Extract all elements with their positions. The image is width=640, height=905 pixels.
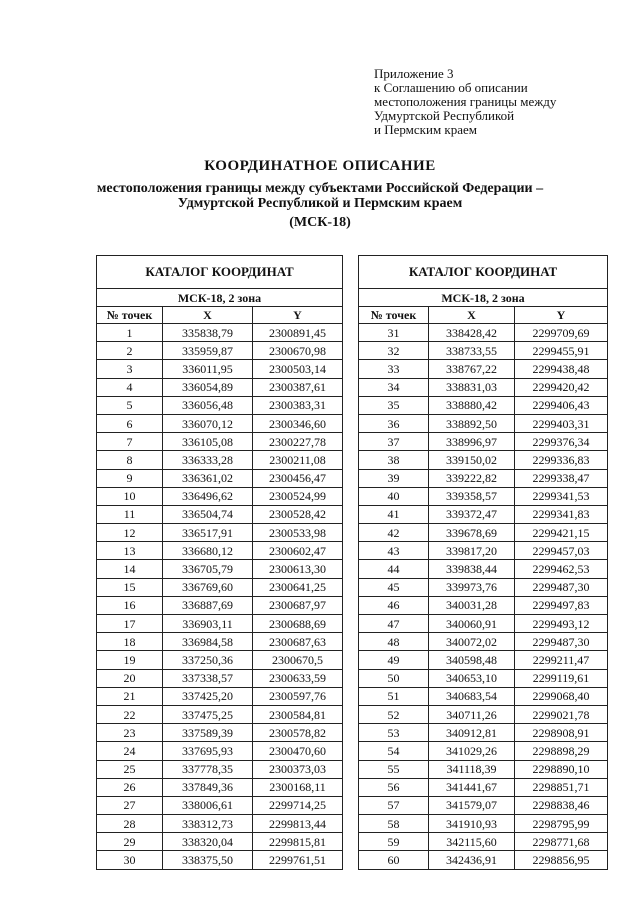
point-number-cell: 57 xyxy=(359,796,429,814)
y-coordinate-cell: 2299376,34 xyxy=(515,433,608,451)
point-number-cell: 30 xyxy=(97,851,163,869)
table-row xyxy=(359,342,608,360)
table-row xyxy=(97,833,343,851)
x-coordinate-cell: 337778,35 xyxy=(163,760,253,778)
y-coordinate-cell: 2299421,15 xyxy=(515,524,608,542)
y-coordinate-cell: 2300597,76 xyxy=(253,687,343,705)
y-coordinate-cell: 2300211,08 xyxy=(253,451,343,469)
y-coordinate-cell: 2299021,78 xyxy=(515,705,608,723)
y-coordinate-cell: 2300373,03 xyxy=(253,760,343,778)
table-row xyxy=(359,578,608,596)
coordinates-table-right xyxy=(358,255,608,870)
title-system: (МСК-18) xyxy=(289,215,351,230)
table-row xyxy=(359,651,608,669)
column-header-y: Y xyxy=(253,307,343,324)
x-coordinate-cell: 336361,02 xyxy=(163,469,253,487)
table-row xyxy=(359,542,608,560)
point-number-cell: 8 xyxy=(97,451,163,469)
point-number-cell: 20 xyxy=(97,669,163,687)
coordinates-table-left xyxy=(96,255,343,870)
x-coordinate-cell: 336984,58 xyxy=(163,633,253,651)
y-coordinate-cell: 2300602,47 xyxy=(253,542,343,560)
y-coordinate-cell: 2300503,14 xyxy=(253,360,343,378)
x-coordinate-cell: 339150,02 xyxy=(429,451,515,469)
point-number-cell: 51 xyxy=(359,687,429,705)
x-coordinate-cell: 336496,62 xyxy=(163,487,253,505)
x-coordinate-cell: 338320,04 xyxy=(163,833,253,851)
y-coordinate-cell: 2298908,91 xyxy=(515,724,608,742)
y-coordinate-cell: 2299487,30 xyxy=(515,578,608,596)
y-coordinate-cell: 2299406,43 xyxy=(515,396,608,414)
point-number-cell: 37 xyxy=(359,433,429,451)
point-number-cell: 22 xyxy=(97,705,163,723)
point-number-cell: 4 xyxy=(97,378,163,396)
table-row xyxy=(359,414,608,432)
y-coordinate-cell: 2298771,68 xyxy=(515,833,608,851)
y-coordinate-cell: 2299403,31 xyxy=(515,414,608,432)
y-coordinate-cell: 2299714,25 xyxy=(253,796,343,814)
point-number-cell: 38 xyxy=(359,451,429,469)
point-number-cell: 19 xyxy=(97,651,163,669)
x-coordinate-cell: 339372,47 xyxy=(429,505,515,523)
table-row xyxy=(97,524,343,542)
table-row xyxy=(97,724,343,742)
y-coordinate-cell: 2299455,91 xyxy=(515,342,608,360)
table-row xyxy=(97,360,343,378)
y-coordinate-cell: 2298795,99 xyxy=(515,815,608,833)
x-coordinate-cell: 341441,67 xyxy=(429,778,515,796)
x-coordinate-cell: 337695,93 xyxy=(163,742,253,760)
point-number-cell: 10 xyxy=(97,487,163,505)
y-coordinate-cell: 2299493,12 xyxy=(515,615,608,633)
x-coordinate-cell: 339222,82 xyxy=(429,469,515,487)
point-number-cell: 35 xyxy=(359,396,429,414)
point-number-cell: 45 xyxy=(359,578,429,596)
table-row xyxy=(359,433,608,451)
table-row xyxy=(97,451,343,469)
table-row xyxy=(359,451,608,469)
point-number-cell: 34 xyxy=(359,378,429,396)
column-header-y: Y xyxy=(515,307,608,324)
y-coordinate-cell: 2300613,30 xyxy=(253,560,343,578)
annex-note xyxy=(374,67,624,137)
table-row xyxy=(97,651,343,669)
table-row xyxy=(97,469,343,487)
point-number-cell: 31 xyxy=(359,324,429,342)
y-coordinate-cell: 2300687,97 xyxy=(253,596,343,614)
point-number-cell: 36 xyxy=(359,414,429,432)
y-coordinate-cell: 2300227,78 xyxy=(253,433,343,451)
point-number-cell: 21 xyxy=(97,687,163,705)
table-row xyxy=(359,778,608,796)
table-row xyxy=(97,578,343,596)
table-row xyxy=(97,414,343,432)
title-main: КООРДИНАТНОЕ ОПИСАНИЕ xyxy=(204,158,436,174)
point-number-cell: 23 xyxy=(97,724,163,742)
x-coordinate-cell: 339817,20 xyxy=(429,542,515,560)
column-header-x: X xyxy=(429,307,515,324)
table-row xyxy=(97,396,343,414)
x-coordinate-cell: 336070,12 xyxy=(163,414,253,432)
y-coordinate-cell: 2298838,46 xyxy=(515,796,608,814)
x-coordinate-cell: 340060,91 xyxy=(429,615,515,633)
y-coordinate-cell: 2299420,42 xyxy=(515,378,608,396)
table-row xyxy=(359,560,608,578)
point-number-cell: 11 xyxy=(97,505,163,523)
x-coordinate-cell: 340653,10 xyxy=(429,669,515,687)
y-coordinate-cell: 2299761,51 xyxy=(253,851,343,869)
y-coordinate-cell: 2300688,69 xyxy=(253,615,343,633)
table-row xyxy=(97,760,343,778)
y-coordinate-cell: 2299462,53 xyxy=(515,560,608,578)
y-coordinate-cell: 2300528,42 xyxy=(253,505,343,523)
point-number-cell: 60 xyxy=(359,851,429,869)
point-number-cell: 26 xyxy=(97,778,163,796)
annex-line: и Пермским краем xyxy=(374,122,477,137)
table-body-right xyxy=(359,324,608,870)
table-row xyxy=(359,505,608,523)
y-coordinate-cell: 2299341,53 xyxy=(515,487,608,505)
x-coordinate-cell: 340031,28 xyxy=(429,596,515,614)
y-coordinate-cell: 2299336,83 xyxy=(515,451,608,469)
table-row xyxy=(97,815,343,833)
x-coordinate-cell: 338733,55 xyxy=(429,342,515,360)
table-row xyxy=(359,705,608,723)
y-coordinate-cell: 2300633,59 xyxy=(253,669,343,687)
x-coordinate-cell: 338767,22 xyxy=(429,360,515,378)
point-number-cell: 2 xyxy=(97,342,163,360)
table-row xyxy=(97,687,343,705)
point-number-cell: 16 xyxy=(97,596,163,614)
annex-line: Удмуртской Республикой xyxy=(374,108,515,123)
table-row xyxy=(359,633,608,651)
table-row xyxy=(359,615,608,633)
table-row xyxy=(97,505,343,523)
y-coordinate-cell: 2300346,60 xyxy=(253,414,343,432)
table-row xyxy=(97,705,343,723)
x-coordinate-cell: 337849,36 xyxy=(163,778,253,796)
x-coordinate-cell: 336680,12 xyxy=(163,542,253,560)
point-number-cell: 24 xyxy=(97,742,163,760)
table-row xyxy=(359,596,608,614)
point-number-cell: 15 xyxy=(97,578,163,596)
point-number-cell: 3 xyxy=(97,360,163,378)
x-coordinate-cell: 338375,50 xyxy=(163,851,253,869)
table-row xyxy=(359,378,608,396)
x-coordinate-cell: 342436,91 xyxy=(429,851,515,869)
y-coordinate-cell: 2299709,69 xyxy=(515,324,608,342)
table-row xyxy=(359,360,608,378)
x-coordinate-cell: 336903,11 xyxy=(163,615,253,633)
table-row xyxy=(359,796,608,814)
point-number-cell: 7 xyxy=(97,433,163,451)
x-coordinate-cell: 337475,25 xyxy=(163,705,253,723)
x-coordinate-cell: 337425,20 xyxy=(163,687,253,705)
table-row xyxy=(359,724,608,742)
y-coordinate-cell: 2299119,61 xyxy=(515,669,608,687)
point-number-cell: 49 xyxy=(359,651,429,669)
point-number-cell: 50 xyxy=(359,669,429,687)
column-header-number: № точек xyxy=(97,307,163,324)
point-number-cell: 53 xyxy=(359,724,429,742)
y-coordinate-cell: 2300584,81 xyxy=(253,705,343,723)
x-coordinate-cell: 338831,03 xyxy=(429,378,515,396)
table-row xyxy=(97,324,343,342)
x-coordinate-cell: 339973,76 xyxy=(429,578,515,596)
table-row xyxy=(97,633,343,651)
table-row xyxy=(97,742,343,760)
table-row xyxy=(97,851,343,869)
y-coordinate-cell: 2300670,5 xyxy=(253,651,343,669)
point-number-cell: 58 xyxy=(359,815,429,833)
table-row xyxy=(359,469,608,487)
point-number-cell: 13 xyxy=(97,542,163,560)
point-number-cell: 6 xyxy=(97,414,163,432)
x-coordinate-cell: 340711,26 xyxy=(429,705,515,723)
y-coordinate-cell: 2300578,82 xyxy=(253,724,343,742)
x-coordinate-cell: 337589,39 xyxy=(163,724,253,742)
x-coordinate-cell: 340683,54 xyxy=(429,687,515,705)
x-coordinate-cell: 336517,91 xyxy=(163,524,253,542)
point-number-cell: 52 xyxy=(359,705,429,723)
table-zone: МСК-18, 2 зона xyxy=(359,289,608,307)
y-coordinate-cell: 2300383,31 xyxy=(253,396,343,414)
table-body-left xyxy=(97,324,343,870)
y-coordinate-cell: 2298856,95 xyxy=(515,851,608,869)
table-row xyxy=(97,487,343,505)
y-coordinate-cell: 2299497,83 xyxy=(515,596,608,614)
point-number-cell: 28 xyxy=(97,815,163,833)
table-row xyxy=(97,342,343,360)
x-coordinate-cell: 336705,79 xyxy=(163,560,253,578)
table-row xyxy=(359,396,608,414)
x-coordinate-cell: 339838,44 xyxy=(429,560,515,578)
point-number-cell: 43 xyxy=(359,542,429,560)
point-number-cell: 42 xyxy=(359,524,429,542)
y-coordinate-cell: 2300456,47 xyxy=(253,469,343,487)
x-coordinate-cell: 338892,50 xyxy=(429,414,515,432)
x-coordinate-cell: 340072,02 xyxy=(429,633,515,651)
point-number-cell: 14 xyxy=(97,560,163,578)
x-coordinate-cell: 341118,39 xyxy=(429,760,515,778)
x-coordinate-cell: 341029,26 xyxy=(429,742,515,760)
point-number-cell: 39 xyxy=(359,469,429,487)
y-coordinate-cell: 2299438,48 xyxy=(515,360,608,378)
y-coordinate-cell: 2299338,47 xyxy=(515,469,608,487)
x-coordinate-cell: 336887,69 xyxy=(163,596,253,614)
x-coordinate-cell: 338996,97 xyxy=(429,433,515,451)
point-number-cell: 9 xyxy=(97,469,163,487)
x-coordinate-cell: 338006,61 xyxy=(163,796,253,814)
x-coordinate-cell: 336011,95 xyxy=(163,360,253,378)
x-coordinate-cell: 339358,57 xyxy=(429,487,515,505)
table-row xyxy=(359,760,608,778)
y-coordinate-cell: 2298890,10 xyxy=(515,760,608,778)
table-row xyxy=(97,615,343,633)
table-caption: КАТАЛОГ КООРДИНАТ xyxy=(97,256,343,289)
table-row xyxy=(359,742,608,760)
table-row xyxy=(97,596,343,614)
y-coordinate-cell: 2300533,98 xyxy=(253,524,343,542)
table-row xyxy=(97,560,343,578)
point-number-cell: 55 xyxy=(359,760,429,778)
table-row xyxy=(359,487,608,505)
table-row xyxy=(97,669,343,687)
table-row xyxy=(359,324,608,342)
y-coordinate-cell: 2299211,47 xyxy=(515,651,608,669)
table-row xyxy=(97,378,343,396)
table-row xyxy=(97,796,343,814)
y-coordinate-cell: 2299457,03 xyxy=(515,542,608,560)
table-row xyxy=(359,833,608,851)
document-title xyxy=(0,158,640,230)
table-row xyxy=(97,778,343,796)
x-coordinate-cell: 336056,48 xyxy=(163,396,253,414)
point-number-cell: 27 xyxy=(97,796,163,814)
title-sub-2: Удмуртской Республикой и Пермским краем xyxy=(177,196,463,211)
point-number-cell: 12 xyxy=(97,524,163,542)
x-coordinate-cell: 339678,69 xyxy=(429,524,515,542)
point-number-cell: 1 xyxy=(97,324,163,342)
y-coordinate-cell: 2298898,29 xyxy=(515,742,608,760)
point-number-cell: 33 xyxy=(359,360,429,378)
y-coordinate-cell: 2298851,71 xyxy=(515,778,608,796)
y-coordinate-cell: 2299815,81 xyxy=(253,833,343,851)
title-sub-1: местоположения границы между субъектами Российской Федерации – xyxy=(96,181,544,196)
x-coordinate-cell: 341910,93 xyxy=(429,815,515,833)
table-row xyxy=(359,815,608,833)
x-coordinate-cell: 337250,36 xyxy=(163,651,253,669)
point-number-cell: 54 xyxy=(359,742,429,760)
column-header-x: X xyxy=(163,307,253,324)
annex-line: Приложение 3 xyxy=(374,66,454,81)
y-coordinate-cell: 2299068,40 xyxy=(515,687,608,705)
point-number-cell: 59 xyxy=(359,833,429,851)
table-row xyxy=(359,524,608,542)
table-row xyxy=(359,669,608,687)
y-coordinate-cell: 2300387,61 xyxy=(253,378,343,396)
point-number-cell: 44 xyxy=(359,560,429,578)
point-number-cell: 32 xyxy=(359,342,429,360)
x-coordinate-cell: 335838,79 xyxy=(163,324,253,342)
table-caption: КАТАЛОГ КООРДИНАТ xyxy=(359,256,608,289)
x-coordinate-cell: 341579,07 xyxy=(429,796,515,814)
point-number-cell: 5 xyxy=(97,396,163,414)
column-header-number: № точек xyxy=(359,307,429,324)
table-zone: МСК-18, 2 зона xyxy=(97,289,343,307)
table-row xyxy=(359,687,608,705)
point-number-cell: 25 xyxy=(97,760,163,778)
y-coordinate-cell: 2300891,45 xyxy=(253,324,343,342)
y-coordinate-cell: 2299813,44 xyxy=(253,815,343,833)
x-coordinate-cell: 338428,42 xyxy=(429,324,515,342)
y-coordinate-cell: 2299487,30 xyxy=(515,633,608,651)
point-number-cell: 46 xyxy=(359,596,429,614)
y-coordinate-cell: 2300687,63 xyxy=(253,633,343,651)
x-coordinate-cell: 336333,28 xyxy=(163,451,253,469)
y-coordinate-cell: 2300524,99 xyxy=(253,487,343,505)
table-row xyxy=(359,851,608,869)
point-number-cell: 40 xyxy=(359,487,429,505)
x-coordinate-cell: 335959,87 xyxy=(163,342,253,360)
point-number-cell: 48 xyxy=(359,633,429,651)
x-coordinate-cell: 336769,60 xyxy=(163,578,253,596)
y-coordinate-cell: 2299341,83 xyxy=(515,505,608,523)
x-coordinate-cell: 342115,60 xyxy=(429,833,515,851)
point-number-cell: 56 xyxy=(359,778,429,796)
annex-line: местоположения границы между xyxy=(374,94,557,109)
point-number-cell: 29 xyxy=(97,833,163,851)
x-coordinate-cell: 340598,48 xyxy=(429,651,515,669)
table-row xyxy=(97,433,343,451)
point-number-cell: 41 xyxy=(359,505,429,523)
x-coordinate-cell: 338312,73 xyxy=(163,815,253,833)
y-coordinate-cell: 2300641,25 xyxy=(253,578,343,596)
x-coordinate-cell: 340912,81 xyxy=(429,724,515,742)
x-coordinate-cell: 337338,57 xyxy=(163,669,253,687)
x-coordinate-cell: 336105,08 xyxy=(163,433,253,451)
annex-line: к Соглашению об описании xyxy=(374,80,528,95)
x-coordinate-cell: 336054,89 xyxy=(163,378,253,396)
point-number-cell: 47 xyxy=(359,615,429,633)
point-number-cell: 18 xyxy=(97,633,163,651)
y-coordinate-cell: 2300470,60 xyxy=(253,742,343,760)
table-row xyxy=(97,542,343,560)
x-coordinate-cell: 338880,42 xyxy=(429,396,515,414)
y-coordinate-cell: 2300670,98 xyxy=(253,342,343,360)
y-coordinate-cell: 2300168,11 xyxy=(253,778,343,796)
point-number-cell: 17 xyxy=(97,615,163,633)
x-coordinate-cell: 336504,74 xyxy=(163,505,253,523)
